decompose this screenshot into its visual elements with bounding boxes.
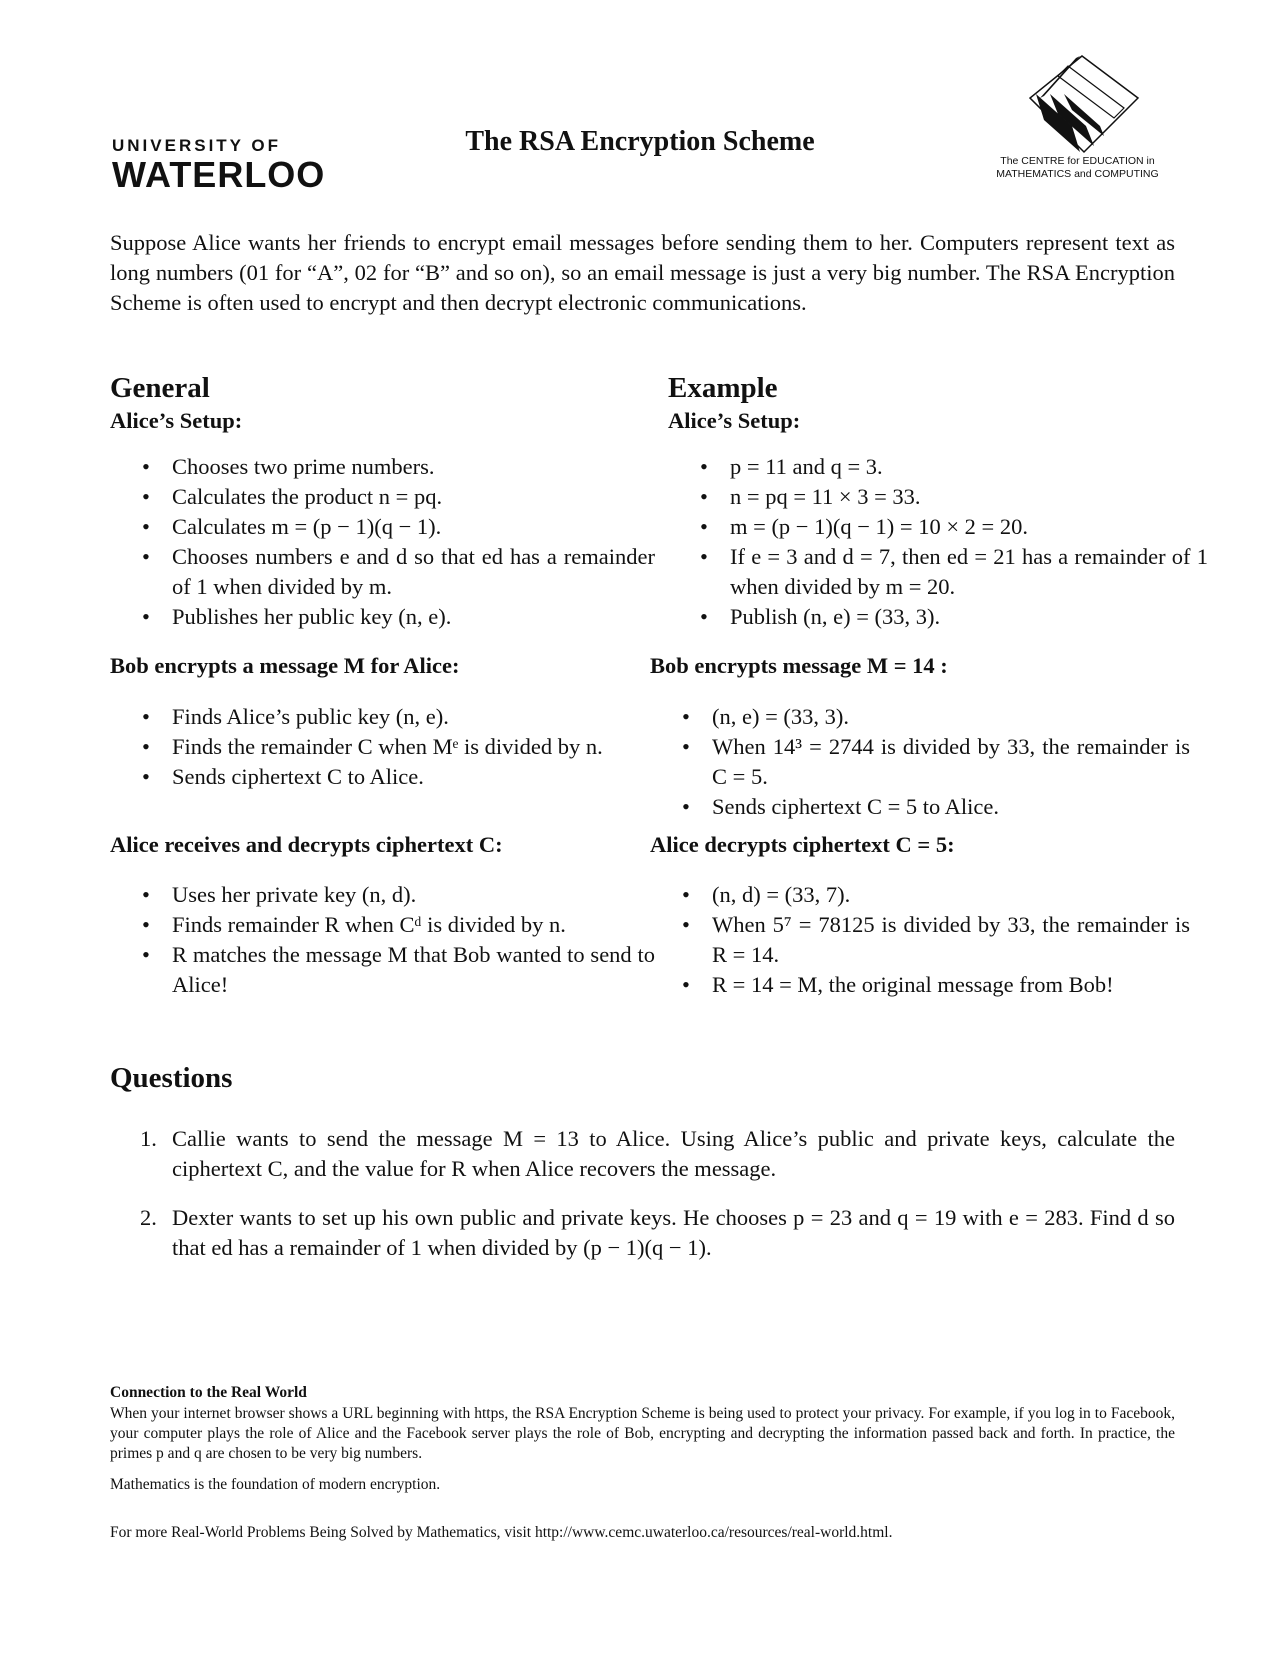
question-item: [110, 1124, 1175, 1184]
general-encrypt-list-wrap: [110, 702, 655, 792]
list-item: • R matches the message M that Bob wanted to send to Alice!: [110, 940, 655, 1000]
example-setup-list: [668, 452, 1208, 632]
example-decrypt-list: [650, 880, 1190, 1000]
list-item: • n = pq = 11 × 3 = 33.: [668, 482, 1208, 512]
list-item: • Chooses two prime numbers.: [110, 452, 655, 482]
cemc-text-line1: The CENTRE for EDUCATION in: [1000, 155, 1155, 167]
question-item: [110, 1203, 1175, 1263]
list-item: • Calculates the product n = pq.: [110, 482, 655, 512]
example-setup-title: Alice’s Setup:: [668, 408, 801, 433]
question-text: Callie wants to send the message M = 13 to Alice. Using Alice’s public and private keys, calculate the ciphertext C, and the value for R when Alice recovers the message.: [172, 1126, 1175, 1181]
list-item: • (n, d) = (33, 7).: [650, 880, 1190, 910]
general-column: [110, 370, 655, 436]
more-info-text: For more Real-World Problems Being Solved by Mathematics, visit http://www.cemc.uwaterloo.ca/resources/real-world.html.: [110, 1524, 893, 1541]
intro-paragraph: Suppose Alice wants her friends to encrypt email messages before sending them to her. Computers represent text as long numbers (01 for “A”, 02 for “B” and so on), so an email message is just a very big number. The RSA Encryption Scheme is often used to encrypt and then decrypt electronic communications.: [110, 230, 1175, 315]
questions-list-2: [110, 1203, 1175, 1263]
list-item: • Publishes her public key (n, e).: [110, 602, 655, 632]
cemc-text-line2: MATHEMATICS and COMPUTING: [996, 168, 1159, 180]
example-setup-list-wrap: [668, 452, 1208, 632]
logo-text-big: WATERLOO: [112, 154, 326, 195]
list-item: • p = 11 and q = 3.: [668, 452, 1208, 482]
list-item: • Calculates m = (p − 1)(q − 1).: [110, 512, 655, 542]
connection-title: Connection to the Real World: [110, 1384, 307, 1401]
example-decrypt-title: Alice decrypts ciphertext C = 5:: [650, 832, 955, 857]
list-item: • Finds remainder R when Cᵈ is divided by n.: [110, 910, 655, 940]
foundation-text: Mathematics is the foundation of modern encryption.: [110, 1476, 441, 1493]
general-setup-list: [110, 452, 655, 632]
question-number: 2.: [140, 1205, 157, 1230]
list-item: • Chooses numbers e and d so that ed has a remainder of 1 when divided by m.: [110, 542, 655, 602]
general-title: General: [110, 372, 210, 404]
logo-text-small: UNIVERSITY OF: [112, 136, 282, 155]
list-item: • Finds the remainder C when Mᵉ is divided by n.: [110, 732, 655, 762]
connection-text: When your internet browser shows a URL beginning with https, the RSA Encryption Scheme is being used to protect your privacy. For example, if you log in to Facebook, your computer plays the role of Alice and the Facebook server plays the role of Bob, encrypting and decrypting the information passed back and forth. In practice, the primes p and q are chosen to be very big numbers.: [110, 1405, 1175, 1462]
list-item: • Uses her private key (n, d).: [110, 880, 655, 910]
questions-list: [110, 1124, 1175, 1184]
general-decrypt-list-wrap: [110, 880, 655, 1000]
example-decrypt-list-wrap: [650, 880, 1190, 1000]
example-encrypt-list: [650, 702, 1190, 822]
list-item: • Sends ciphertext C to Alice.: [110, 762, 655, 792]
question-number: 1.: [140, 1126, 157, 1151]
general-decrypt-title: Alice receives and decrypts ciphertext C:: [110, 832, 503, 857]
cemc-emblem-icon: [1014, 54, 1140, 154]
general-setup-list-wrap: [110, 452, 655, 632]
example-column: [668, 370, 1213, 436]
list-item: • Publish (n, e) = (33, 3).: [668, 602, 1208, 632]
example-encrypt-title: Bob encrypts message M = 14 :: [650, 653, 948, 678]
example-encrypt-list-wrap: [650, 702, 1190, 822]
general-setup-title: Alice’s Setup:: [110, 408, 243, 433]
list-item: • R = 14 = M, the original message from Bob!: [650, 970, 1190, 1000]
page-title: The RSA Encryption Scheme: [465, 126, 815, 157]
list-item: • (n, e) = (33, 3).: [650, 702, 1190, 732]
list-item: • When 5⁷ = 78125 is divided by 33, the remainder is R = 14.: [650, 910, 1190, 970]
question-text: Dexter wants to set up his own public and private keys. He chooses p = 23 and q = 19 with e = 283. Find d so that ed has a remainder of 1 when divided by (p − 1)(q − 1).: [172, 1205, 1175, 1260]
list-item: • Finds Alice’s public key (n, e).: [110, 702, 655, 732]
general-decrypt-list: [110, 880, 655, 1000]
list-item: • When 14³ = 2744 is divided by 33, the remainder is C = 5.: [650, 732, 1190, 792]
list-item: • Sends ciphertext C = 5 to Alice.: [650, 792, 1190, 822]
list-item: • If e = 3 and d = 7, then ed = 21 has a remainder of 1 when divided by m = 20.: [668, 542, 1208, 602]
list-item: • m = (p − 1)(q − 1) = 10 × 2 = 20.: [668, 512, 1208, 542]
example-title: Example: [668, 372, 778, 404]
general-encrypt-list: [110, 702, 655, 792]
general-encrypt-title: Bob encrypts a message M for Alice:: [110, 653, 460, 678]
questions-title: Questions: [110, 1062, 233, 1094]
